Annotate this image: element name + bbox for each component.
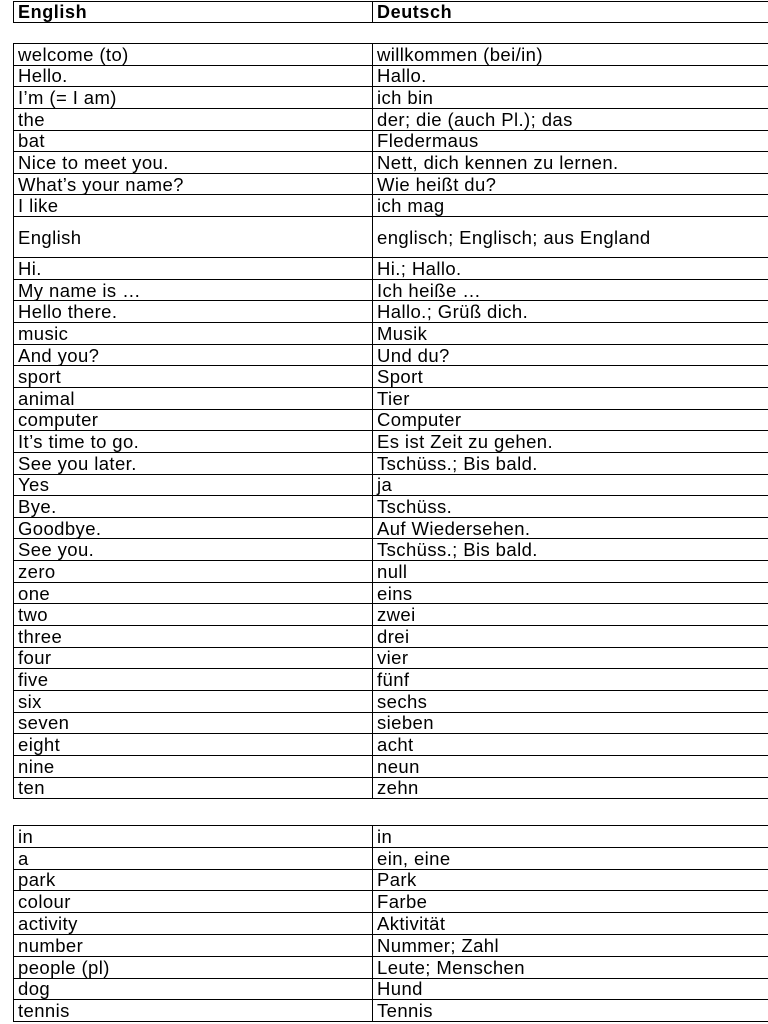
english-column-header: English bbox=[14, 2, 373, 23]
english-term: activity bbox=[14, 913, 373, 935]
english-term: It’s time to go. bbox=[14, 431, 373, 453]
vocab-row bbox=[14, 847, 768, 869]
english-term: My name is … bbox=[14, 279, 373, 301]
vocab-row bbox=[14, 366, 768, 388]
vocab-row bbox=[14, 539, 768, 561]
vocab-row bbox=[14, 626, 768, 648]
english-term: colour bbox=[14, 891, 373, 913]
german-translation: zehn bbox=[373, 777, 768, 799]
english-term: dog bbox=[14, 978, 373, 1000]
german-translation: zwei bbox=[373, 604, 768, 626]
vocab-row bbox=[14, 891, 768, 913]
english-term: I like bbox=[14, 195, 373, 217]
vocab-row bbox=[14, 431, 768, 453]
german-translation: Nett, dich kennen zu lernen. bbox=[373, 152, 768, 174]
english-term: ten bbox=[14, 777, 373, 799]
vocab-table-section-2 bbox=[13, 825, 768, 1022]
vocab-row bbox=[14, 387, 768, 409]
german-translation: ich mag bbox=[373, 195, 768, 217]
vocab-row bbox=[14, 87, 768, 109]
german-translation: Und du? bbox=[373, 344, 768, 366]
vocab-row bbox=[14, 604, 768, 626]
english-term: one bbox=[14, 582, 373, 604]
german-translation: Hi.; Hallo. bbox=[373, 258, 768, 280]
german-translation: null bbox=[373, 561, 768, 583]
vocab-row bbox=[14, 934, 768, 956]
english-term: a bbox=[14, 847, 373, 869]
german-translation: Tschüss.; Bis bald. bbox=[373, 452, 768, 474]
german-translation: acht bbox=[373, 734, 768, 756]
english-term: Hi. bbox=[14, 258, 373, 280]
vocab-row bbox=[14, 669, 768, 691]
vocab-row bbox=[14, 869, 768, 891]
vocab-row bbox=[14, 65, 768, 87]
english-term: And you? bbox=[14, 344, 373, 366]
english-term: computer bbox=[14, 409, 373, 431]
english-term: eight bbox=[14, 734, 373, 756]
german-translation: ja bbox=[373, 474, 768, 496]
german-translation: Tschüss.; Bis bald. bbox=[373, 539, 768, 561]
vocab-row bbox=[14, 217, 768, 258]
vocab-row bbox=[14, 734, 768, 756]
english-term: number bbox=[14, 934, 373, 956]
german-translation: sieben bbox=[373, 712, 768, 734]
english-term: animal bbox=[14, 387, 373, 409]
german-translation: Ich heiße … bbox=[373, 279, 768, 301]
vocab-row bbox=[14, 1000, 768, 1022]
vocab-row bbox=[14, 978, 768, 1000]
english-term: Goodbye. bbox=[14, 517, 373, 539]
vocab-row bbox=[14, 301, 768, 323]
english-term: music bbox=[14, 323, 373, 345]
german-translation: Hund bbox=[373, 978, 768, 1000]
vocab-row bbox=[14, 409, 768, 431]
german-translation: Fledermaus bbox=[373, 130, 768, 152]
english-term: four bbox=[14, 647, 373, 669]
german-translation: Auf Wiedersehen. bbox=[373, 517, 768, 539]
english-term: six bbox=[14, 690, 373, 712]
vocab-row bbox=[14, 323, 768, 345]
vocab-row bbox=[14, 561, 768, 583]
english-term: Yes bbox=[14, 474, 373, 496]
english-term: seven bbox=[14, 712, 373, 734]
german-translation: Wie heißt du? bbox=[373, 173, 768, 195]
vocab-row bbox=[14, 474, 768, 496]
german-translation: englisch; Englisch; aus England bbox=[373, 217, 768, 258]
english-term: welcome (to) bbox=[14, 44, 373, 66]
header-row bbox=[14, 2, 768, 23]
english-term: Nice to meet you. bbox=[14, 152, 373, 174]
vocab-row bbox=[14, 913, 768, 935]
english-term: five bbox=[14, 669, 373, 691]
english-term: Hello there. bbox=[14, 301, 373, 323]
english-term: in bbox=[14, 826, 373, 848]
german-translation: Nummer; Zahl bbox=[373, 934, 768, 956]
vocab-row bbox=[14, 195, 768, 217]
english-term: sport bbox=[14, 366, 373, 388]
german-translation: Farbe bbox=[373, 891, 768, 913]
english-term: three bbox=[14, 626, 373, 648]
vocab-row bbox=[14, 130, 768, 152]
german-translation: sechs bbox=[373, 690, 768, 712]
vocab-row bbox=[14, 647, 768, 669]
vocab-header-table bbox=[13, 1, 768, 23]
german-translation: ein, eine bbox=[373, 847, 768, 869]
vocab-row bbox=[14, 108, 768, 130]
german-translation: fünf bbox=[373, 669, 768, 691]
english-term: bat bbox=[14, 130, 373, 152]
german-translation: Tennis bbox=[373, 1000, 768, 1022]
vocab-row bbox=[14, 44, 768, 66]
german-translation: ich bin bbox=[373, 87, 768, 109]
vocab-row bbox=[14, 517, 768, 539]
english-term: tennis bbox=[14, 1000, 373, 1022]
vocab-row bbox=[14, 344, 768, 366]
vocab-row bbox=[14, 712, 768, 734]
german-translation: Tier bbox=[373, 387, 768, 409]
english-term: zero bbox=[14, 561, 373, 583]
vocab-row bbox=[14, 152, 768, 174]
german-translation: Sport bbox=[373, 366, 768, 388]
german-translation: neun bbox=[373, 755, 768, 777]
english-term: Bye. bbox=[14, 496, 373, 518]
vocab-table-section-1 bbox=[13, 43, 768, 799]
vocab-row bbox=[14, 582, 768, 604]
vocab-row bbox=[14, 826, 768, 848]
vocab-row bbox=[14, 956, 768, 978]
german-translation: Aktivität bbox=[373, 913, 768, 935]
english-term: See you later. bbox=[14, 452, 373, 474]
english-term: What’s your name? bbox=[14, 173, 373, 195]
vocab-row bbox=[14, 279, 768, 301]
english-term: two bbox=[14, 604, 373, 626]
german-translation: vier bbox=[373, 647, 768, 669]
german-translation: drei bbox=[373, 626, 768, 648]
vocab-row bbox=[14, 452, 768, 474]
english-term: people (pl) bbox=[14, 956, 373, 978]
english-term: park bbox=[14, 869, 373, 891]
german-translation: willkommen (bei/in) bbox=[373, 44, 768, 66]
deutsch-column-header: Deutsch bbox=[373, 2, 768, 23]
english-term: English bbox=[14, 217, 373, 258]
english-term: I’m (= I am) bbox=[14, 87, 373, 109]
vocab-row bbox=[14, 496, 768, 518]
german-translation: in bbox=[373, 826, 768, 848]
german-translation: Musik bbox=[373, 323, 768, 345]
german-translation: eins bbox=[373, 582, 768, 604]
german-translation: Hallo. bbox=[373, 65, 768, 87]
vocab-row bbox=[14, 173, 768, 195]
german-translation: der; die (auch Pl.); das bbox=[373, 108, 768, 130]
german-translation: Computer bbox=[373, 409, 768, 431]
vocab-row bbox=[14, 690, 768, 712]
english-term: See you. bbox=[14, 539, 373, 561]
english-term: Hello. bbox=[14, 65, 373, 87]
vocab-row bbox=[14, 777, 768, 799]
german-translation: Hallo.; Grüß dich. bbox=[373, 301, 768, 323]
vocab-row bbox=[14, 258, 768, 280]
english-term: nine bbox=[14, 755, 373, 777]
german-translation: Park bbox=[373, 869, 768, 891]
german-translation: Es ist Zeit zu gehen. bbox=[373, 431, 768, 453]
vocab-row bbox=[14, 755, 768, 777]
english-term: the bbox=[14, 108, 373, 130]
german-translation: Leute; Menschen bbox=[373, 956, 768, 978]
german-translation: Tschüss. bbox=[373, 496, 768, 518]
